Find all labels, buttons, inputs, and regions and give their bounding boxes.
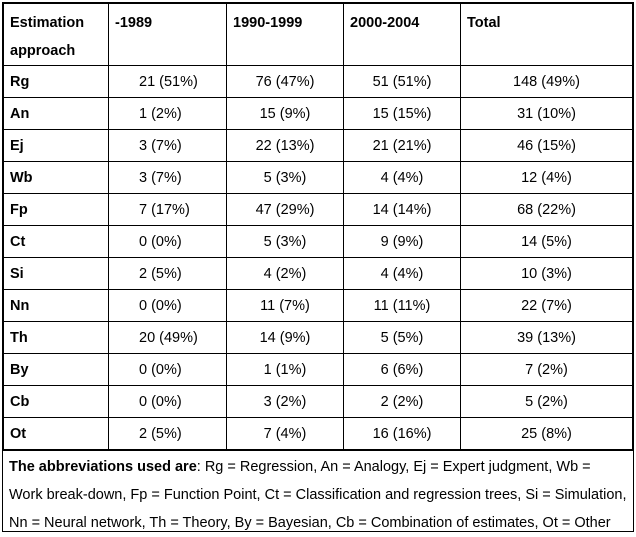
table-row <box>4 386 633 418</box>
row-label: Nn <box>4 290 109 322</box>
cell-2000-2004: 2 (2%) <box>344 386 461 418</box>
cell-2000-2004: 4 (4%) <box>344 162 461 194</box>
cell-1989: 2 (5%) <box>109 418 227 450</box>
header-period-2000-2004: 2000-2004 <box>344 4 461 66</box>
cell-2000-2004: 51 (51%) <box>344 66 461 98</box>
cell-1989: 20 (49%) <box>109 322 227 354</box>
cell-total: 39 (13%) <box>461 322 633 354</box>
table-row <box>4 354 633 386</box>
cell-total: 68 (22%) <box>461 194 633 226</box>
row-label: Fp <box>4 194 109 226</box>
table-row <box>4 130 633 162</box>
cell-2000-2004: 11 (11%) <box>344 290 461 322</box>
cell-2000-2004: 9 (9%) <box>344 226 461 258</box>
header-total: Total <box>461 4 633 66</box>
cell-1990-1999: 76 (47%) <box>227 66 344 98</box>
cell-1990-1999: 4 (2%) <box>227 258 344 290</box>
cell-2000-2004: 15 (15%) <box>344 98 461 130</box>
cell-1990-1999: 11 (7%) <box>227 290 344 322</box>
cell-total: 46 (15%) <box>461 130 633 162</box>
row-label: An <box>4 98 109 130</box>
cell-1989: 0 (0%) <box>109 290 227 322</box>
row-label: By <box>4 354 109 386</box>
cell-1989: 2 (5%) <box>109 258 227 290</box>
cell-1990-1999: 22 (13%) <box>227 130 344 162</box>
cell-1990-1999: 47 (29%) <box>227 194 344 226</box>
row-label: Ej <box>4 130 109 162</box>
cell-1989: 3 (7%) <box>109 162 227 194</box>
table-row <box>4 226 633 258</box>
footnote-lead: The abbreviations used are <box>9 459 197 475</box>
cell-1990-1999: 14 (9%) <box>227 322 344 354</box>
row-label: Ct <box>4 226 109 258</box>
row-label: Wb <box>4 162 109 194</box>
table-body <box>4 66 633 450</box>
cell-total: 5 (2%) <box>461 386 633 418</box>
estimation-table-frame <box>2 2 634 532</box>
cell-2000-2004: 16 (16%) <box>344 418 461 450</box>
cell-total: 22 (7%) <box>461 290 633 322</box>
estimation-approach-table <box>3 3 633 450</box>
table-row <box>4 258 633 290</box>
abbreviations-footnote <box>3 450 633 537</box>
cell-total: 7 (2%) <box>461 354 633 386</box>
cell-1989: 7 (17%) <box>109 194 227 226</box>
cell-1989: 1 (2%) <box>109 98 227 130</box>
header-period-1989: -1989 <box>109 4 227 66</box>
table-row <box>4 290 633 322</box>
table-row <box>4 418 633 450</box>
cell-total: 31 (10%) <box>461 98 633 130</box>
table-header <box>4 4 633 66</box>
table-row <box>4 322 633 354</box>
cell-total: 12 (4%) <box>461 162 633 194</box>
cell-2000-2004: 14 (14%) <box>344 194 461 226</box>
row-label: Cb <box>4 386 109 418</box>
table-row <box>4 66 633 98</box>
cell-1989: 0 (0%) <box>109 386 227 418</box>
cell-1990-1999: 3 (2%) <box>227 386 344 418</box>
cell-2000-2004: 21 (21%) <box>344 130 461 162</box>
cell-1990-1999: 15 (9%) <box>227 98 344 130</box>
header-estimation-approach: Estimation approach <box>4 4 109 66</box>
header-period-1990-1999: 1990-1999 <box>227 4 344 66</box>
footnote-text: : Rg = Regression, An = Analogy, Ej = Expert judgment, Wb = Work break-down, Fp = Function Point, Ct = Classification and regression trees, Si = Simulation, Nn = Neural network, Th = Theory, By = Bayesian, Cb = Combination of estimates, Ot = Other <box>9 459 627 531</box>
table-row <box>4 194 633 226</box>
cell-1990-1999: 5 (3%) <box>227 162 344 194</box>
table-row <box>4 98 633 130</box>
row-label: Ot <box>4 418 109 450</box>
row-label: Rg <box>4 66 109 98</box>
row-label: Th <box>4 322 109 354</box>
cell-total: 148 (49%) <box>461 66 633 98</box>
cell-1990-1999: 1 (1%) <box>227 354 344 386</box>
table-row <box>4 162 633 194</box>
cell-total: 10 (3%) <box>461 258 633 290</box>
cell-1990-1999: 7 (4%) <box>227 418 344 450</box>
cell-2000-2004: 4 (4%) <box>344 258 461 290</box>
cell-1990-1999: 5 (3%) <box>227 226 344 258</box>
cell-2000-2004: 6 (6%) <box>344 354 461 386</box>
cell-1989: 3 (7%) <box>109 130 227 162</box>
cell-1989: 0 (0%) <box>109 354 227 386</box>
cell-total: 25 (8%) <box>461 418 633 450</box>
cell-1989: 21 (51%) <box>109 66 227 98</box>
row-label: Si <box>4 258 109 290</box>
cell-2000-2004: 5 (5%) <box>344 322 461 354</box>
cell-total: 14 (5%) <box>461 226 633 258</box>
header-row <box>4 4 633 66</box>
cell-1989: 0 (0%) <box>109 226 227 258</box>
